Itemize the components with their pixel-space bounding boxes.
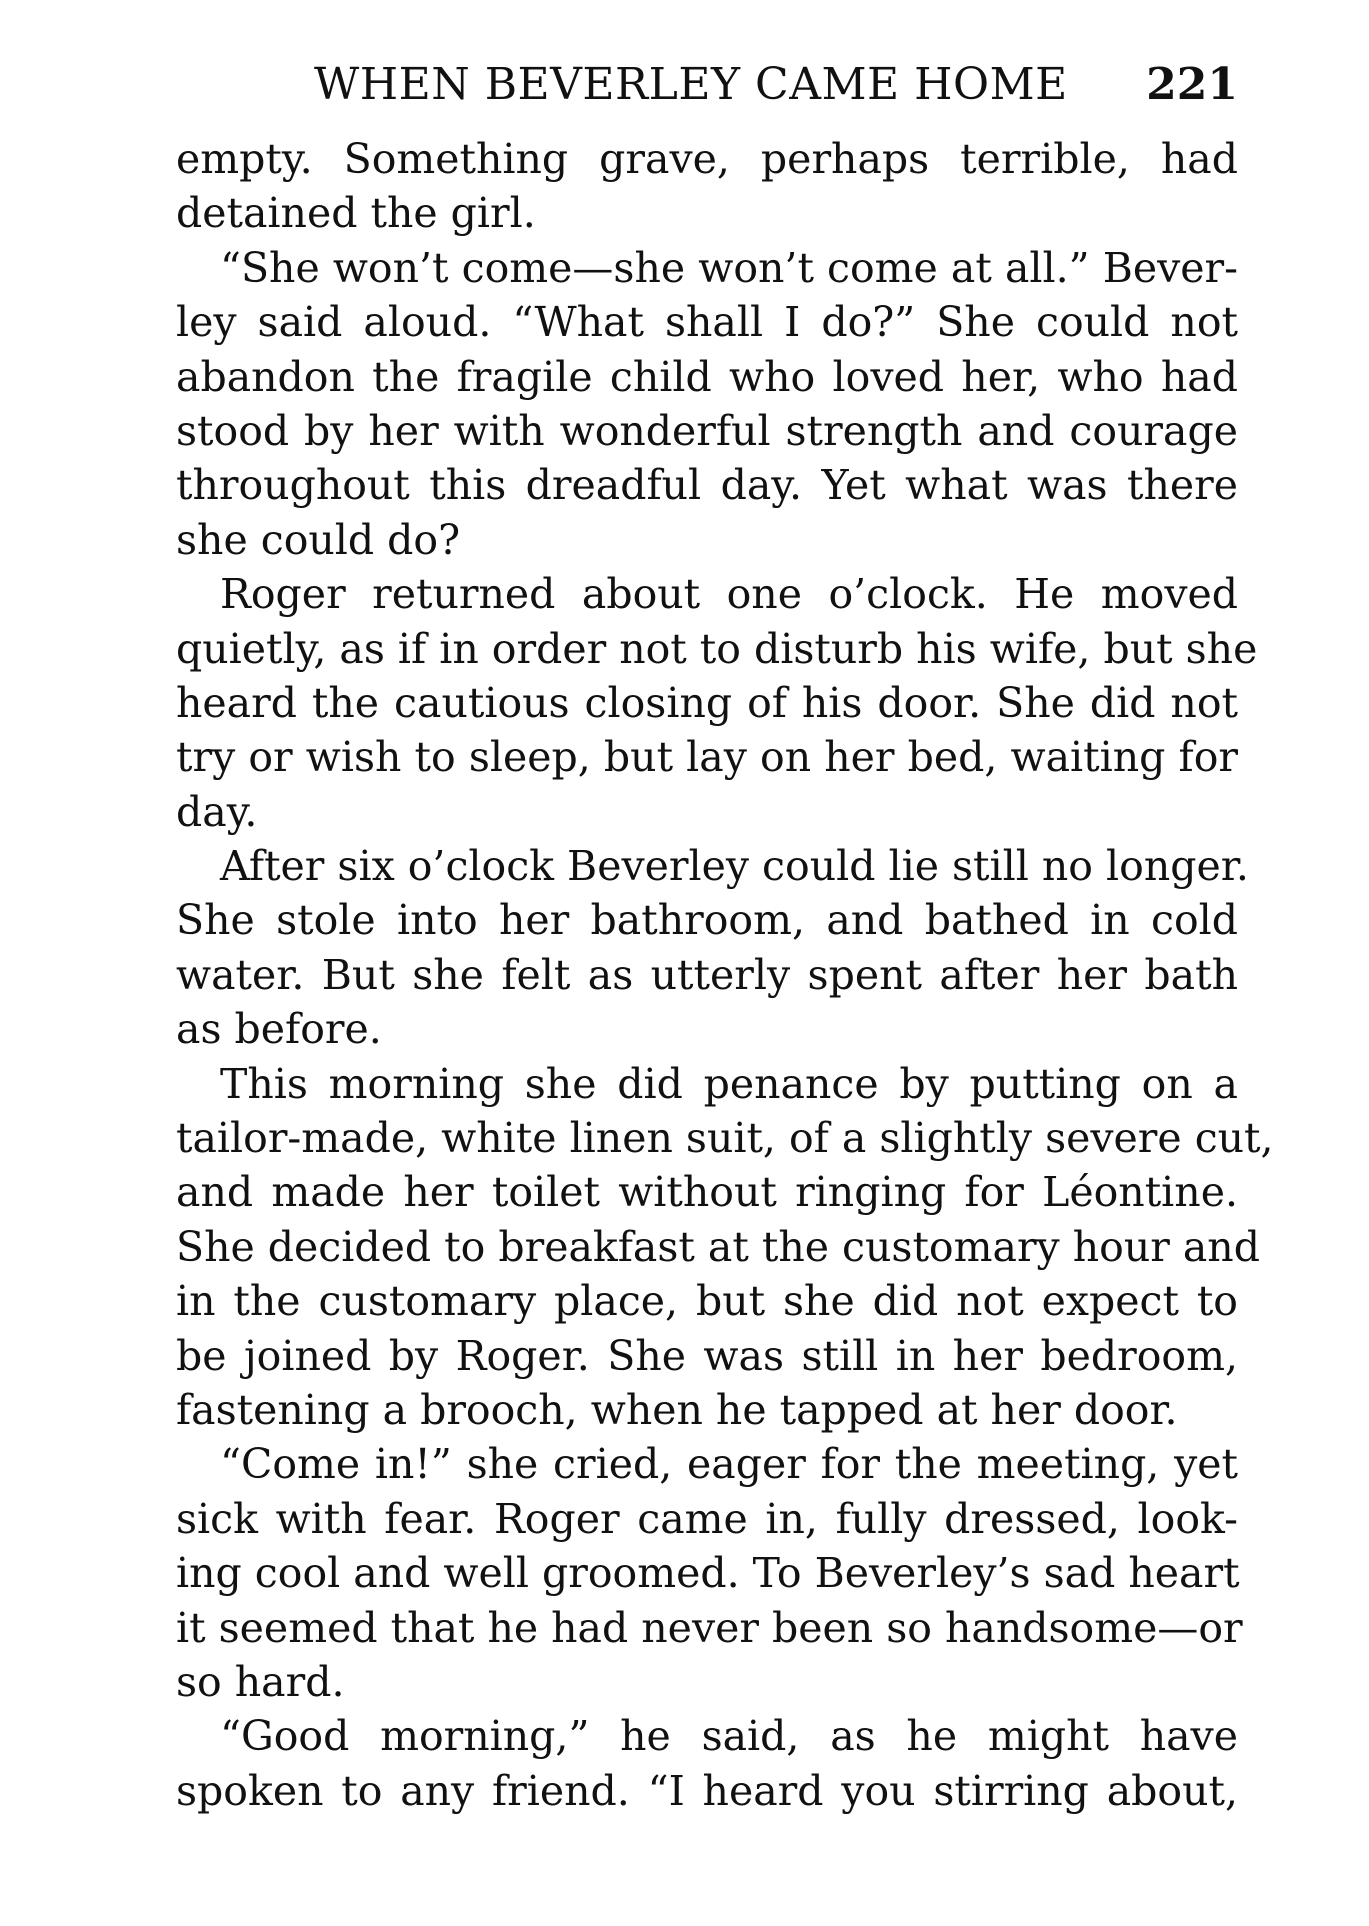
text-line: in the customary place, but she did not expect to	[176, 1277, 1238, 1326]
text-line: Roger returned about one o’clock. He moved	[220, 570, 1238, 619]
text-line: day.	[176, 787, 258, 836]
text-line: throughout this dreadful day. Yet what was there	[176, 461, 1238, 510]
paragraph	[176, 241, 1238, 567]
page-header	[176, 50, 1238, 120]
text-line: ley said aloud. “What shall I do?” She could not	[176, 298, 1238, 347]
text-line: spoken to any friend. “I heard you stirring about,	[176, 1766, 1238, 1815]
page-number: 221	[1146, 59, 1238, 110]
text-line: detained the girl.	[176, 189, 536, 238]
text-line: be joined by Roger. She was still in her bedroom,	[176, 1331, 1238, 1380]
body-text	[176, 132, 1274, 1818]
text-line: as before.	[176, 1005, 382, 1054]
text-line: she could do?	[176, 515, 461, 564]
text-line: so hard.	[176, 1657, 345, 1706]
text-line: “She won’t come—she won’t come at all.” Bever-	[220, 243, 1238, 292]
paragraph	[176, 132, 1238, 241]
paragraph	[176, 567, 1258, 839]
text-line: She decided to breakfast at the customary hour and	[176, 1222, 1260, 1271]
text-line: quietly, as if in order not to disturb his wife, but she	[176, 624, 1258, 673]
text-line: stood by her with wonderful strength and courage	[176, 406, 1238, 455]
paragraph	[176, 1057, 1274, 1438]
text-line: tailor-made, white linen suit, of a slightly severe cut,	[176, 1114, 1274, 1163]
text-line: heard the cautious closing of his door. She did not	[176, 678, 1238, 727]
text-line: She stole into her bathroom, and bathed in cold	[176, 896, 1238, 945]
text-line: and made her toilet without ringing for Léontine.	[176, 1168, 1238, 1217]
text-line: After six o’clock Beverley could lie still no longer.	[220, 842, 1249, 891]
text-line: water. But she felt as utterly spent after her bath	[176, 950, 1238, 999]
running-title: WHEN BEVERLEY CAME HOME	[314, 59, 1068, 110]
text-line: sick with fear. Roger came in, fully dressed, look-	[176, 1494, 1238, 1543]
text-line: it seemed that he had never been so handsome—or	[176, 1603, 1243, 1652]
paragraph	[176, 839, 1249, 1057]
text-line: fastening a brooch, when he tapped at her door.	[176, 1385, 1178, 1434]
text-line: “Good morning,” he said, as he might have	[220, 1712, 1238, 1761]
paragraph	[176, 1709, 1238, 1818]
paragraph	[176, 1437, 1243, 1709]
text-line: abandon the fragile child who loved her, who had	[176, 352, 1238, 401]
text-line: “Come in!” she cried, eager for the meeting, yet	[220, 1440, 1238, 1489]
text-line: This morning she did penance by putting on a	[220, 1059, 1238, 1108]
text-line: empty. Something grave, perhaps terrible, had	[176, 135, 1238, 183]
text-line: try or wish to sleep, but lay on her bed, waiting for	[176, 733, 1238, 782]
text-line: ing cool and well groomed. To Beverley’s sad heart	[176, 1549, 1240, 1598]
